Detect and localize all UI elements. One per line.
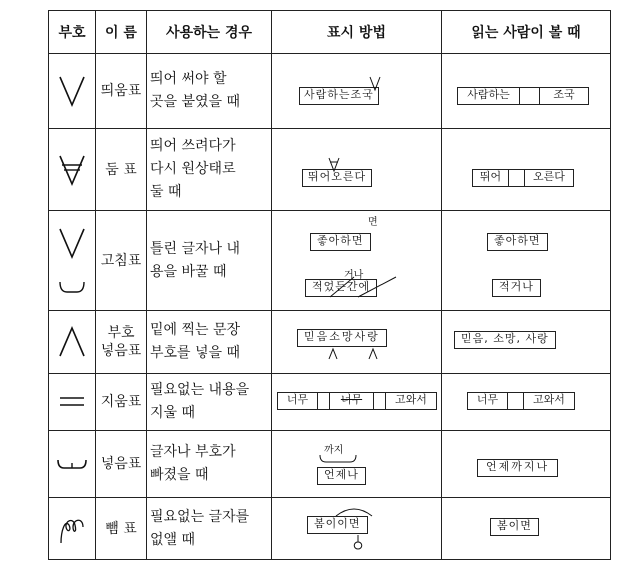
marking-example: [272, 498, 442, 560]
marked-text: 너무: [277, 392, 317, 410]
delete-letter-mark-icon: [350, 534, 366, 552]
table-row: [49, 54, 611, 129]
insert-symbol-mark-icon: [327, 347, 387, 361]
marked-text: 고와서: [385, 392, 437, 410]
marking-example: [272, 54, 442, 129]
manuscript-grid: [317, 467, 366, 485]
manuscript-grid: [490, 518, 539, 536]
table-row: [49, 311, 611, 374]
table-row: [49, 129, 611, 211]
mark-name: 지움표: [100, 394, 142, 410]
manuscript-grid: [477, 459, 558, 477]
correction-note: 거나: [344, 270, 364, 281]
reader-view: [442, 129, 611, 211]
space-mark-icon: [49, 54, 96, 129]
reader-text: 언제까지나: [477, 459, 558, 477]
marked-text: 사람하는조국: [299, 87, 379, 105]
marking-example: [272, 311, 442, 374]
reader-text: 뛰어: [472, 169, 508, 187]
marked-text: 뛰어오른다: [302, 169, 372, 187]
mark-name: 넣음표: [100, 456, 142, 472]
reader-text: 너무: [467, 392, 507, 410]
usage-line: 다시 원상태로: [150, 161, 236, 177]
marked-text: 좋아하면: [310, 233, 371, 251]
mark-name: 띄움표: [100, 83, 142, 99]
marked-text: 적었든간에: [305, 279, 377, 297]
reader-text: 조국: [539, 87, 589, 105]
header-reader-view: 읽는 사람이 볼 때: [442, 11, 611, 54]
usage-line: 필요없는 내용을: [150, 382, 250, 398]
mark-name: 넣음표: [100, 343, 142, 359]
usage-line: 글자나 부호가: [150, 444, 236, 460]
manuscript-grid: [277, 392, 437, 410]
marked-text: 믿음소망사랑: [297, 329, 387, 347]
header-symbol: 부호: [49, 11, 96, 54]
usage-line: 부호를 넣을 때: [150, 345, 241, 361]
usage-line: 둘 때: [150, 184, 182, 200]
header-marking: 표시 방법: [272, 11, 442, 54]
reader-text: 오른다: [524, 169, 574, 187]
proofreading-marks-table: [48, 10, 611, 560]
manuscript-grid: [305, 279, 377, 297]
mark-name: 뺌 표: [105, 520, 137, 537]
usage-line: 띄어 쓰려다가: [150, 138, 236, 154]
manuscript-grid: [467, 392, 575, 410]
header-usage: 사용하는 경우: [147, 11, 272, 54]
usage-line: 빠졌을 때: [150, 467, 209, 483]
manuscript-grid: [487, 233, 548, 251]
reader-text: 적거나: [492, 279, 541, 297]
reader-view: [442, 498, 611, 560]
reader-text: 사람하는: [457, 87, 519, 105]
manuscript-grid: [454, 331, 556, 349]
usage-line: 필요없는 글자를: [150, 508, 250, 525]
marked-text: 언제나: [317, 467, 366, 485]
reader-text: 믿음, 소망, 사랑: [454, 331, 556, 349]
usage-line: 용을 바꿀 때: [150, 263, 227, 280]
cancel-space-mark-icon: [49, 129, 96, 211]
reader-view: [442, 54, 611, 129]
table-row: [49, 498, 611, 560]
reader-view: [442, 311, 611, 374]
marked-text: 너무: [329, 392, 373, 410]
insert-mark-icon: [318, 453, 358, 465]
usage-line: 틀린 글자나 내: [150, 240, 241, 257]
mark-name: 고침표: [100, 252, 142, 269]
usage-line: 띄어 써야 할: [150, 71, 227, 87]
insert-note: 까지: [324, 445, 344, 456]
manuscript-grid: [472, 169, 574, 187]
marking-example: [272, 129, 442, 211]
mark-name: 부호: [107, 325, 135, 341]
delete-letter-mark-icon: [49, 498, 96, 560]
reader-text: 좋아하면: [487, 233, 548, 251]
manuscript-grid: [307, 516, 368, 534]
insert-mark-icon: [49, 431, 96, 498]
table-row: [49, 431, 611, 498]
table-row: [49, 211, 611, 311]
manuscript-grid: [297, 329, 387, 347]
header-row: [49, 11, 611, 54]
marking-example: [272, 431, 442, 498]
reader-view: [442, 374, 611, 431]
table-row: [49, 374, 611, 431]
usage-line: 지울 때: [150, 405, 196, 421]
marked-text: 봄이이면: [307, 516, 368, 534]
delete-mark-icon: [49, 374, 96, 431]
usage-line: 곳을 붙였을 때: [150, 94, 241, 110]
marking-example: [272, 211, 442, 311]
correction-mark-icon: [49, 211, 96, 311]
mark-name: 둠 표: [105, 161, 137, 178]
marking-example: [272, 374, 442, 431]
manuscript-grid: [492, 279, 541, 297]
header-name: 이 름: [96, 11, 147, 54]
usage-line: 없앨 때: [150, 531, 196, 548]
manuscript-grid: [457, 87, 589, 105]
manuscript-grid: [302, 169, 372, 187]
usage-line: 밑에 찍는 문장: [150, 322, 241, 338]
correction-note: 면: [368, 217, 378, 228]
manuscript-grid: [299, 87, 379, 105]
reader-view: [442, 211, 611, 311]
insert-symbol-mark-icon: [49, 311, 96, 374]
reader-text: 고와서: [523, 392, 575, 410]
reader-view: [442, 431, 611, 498]
reader-text: 봄이면: [490, 518, 539, 536]
manuscript-grid: [310, 233, 371, 251]
